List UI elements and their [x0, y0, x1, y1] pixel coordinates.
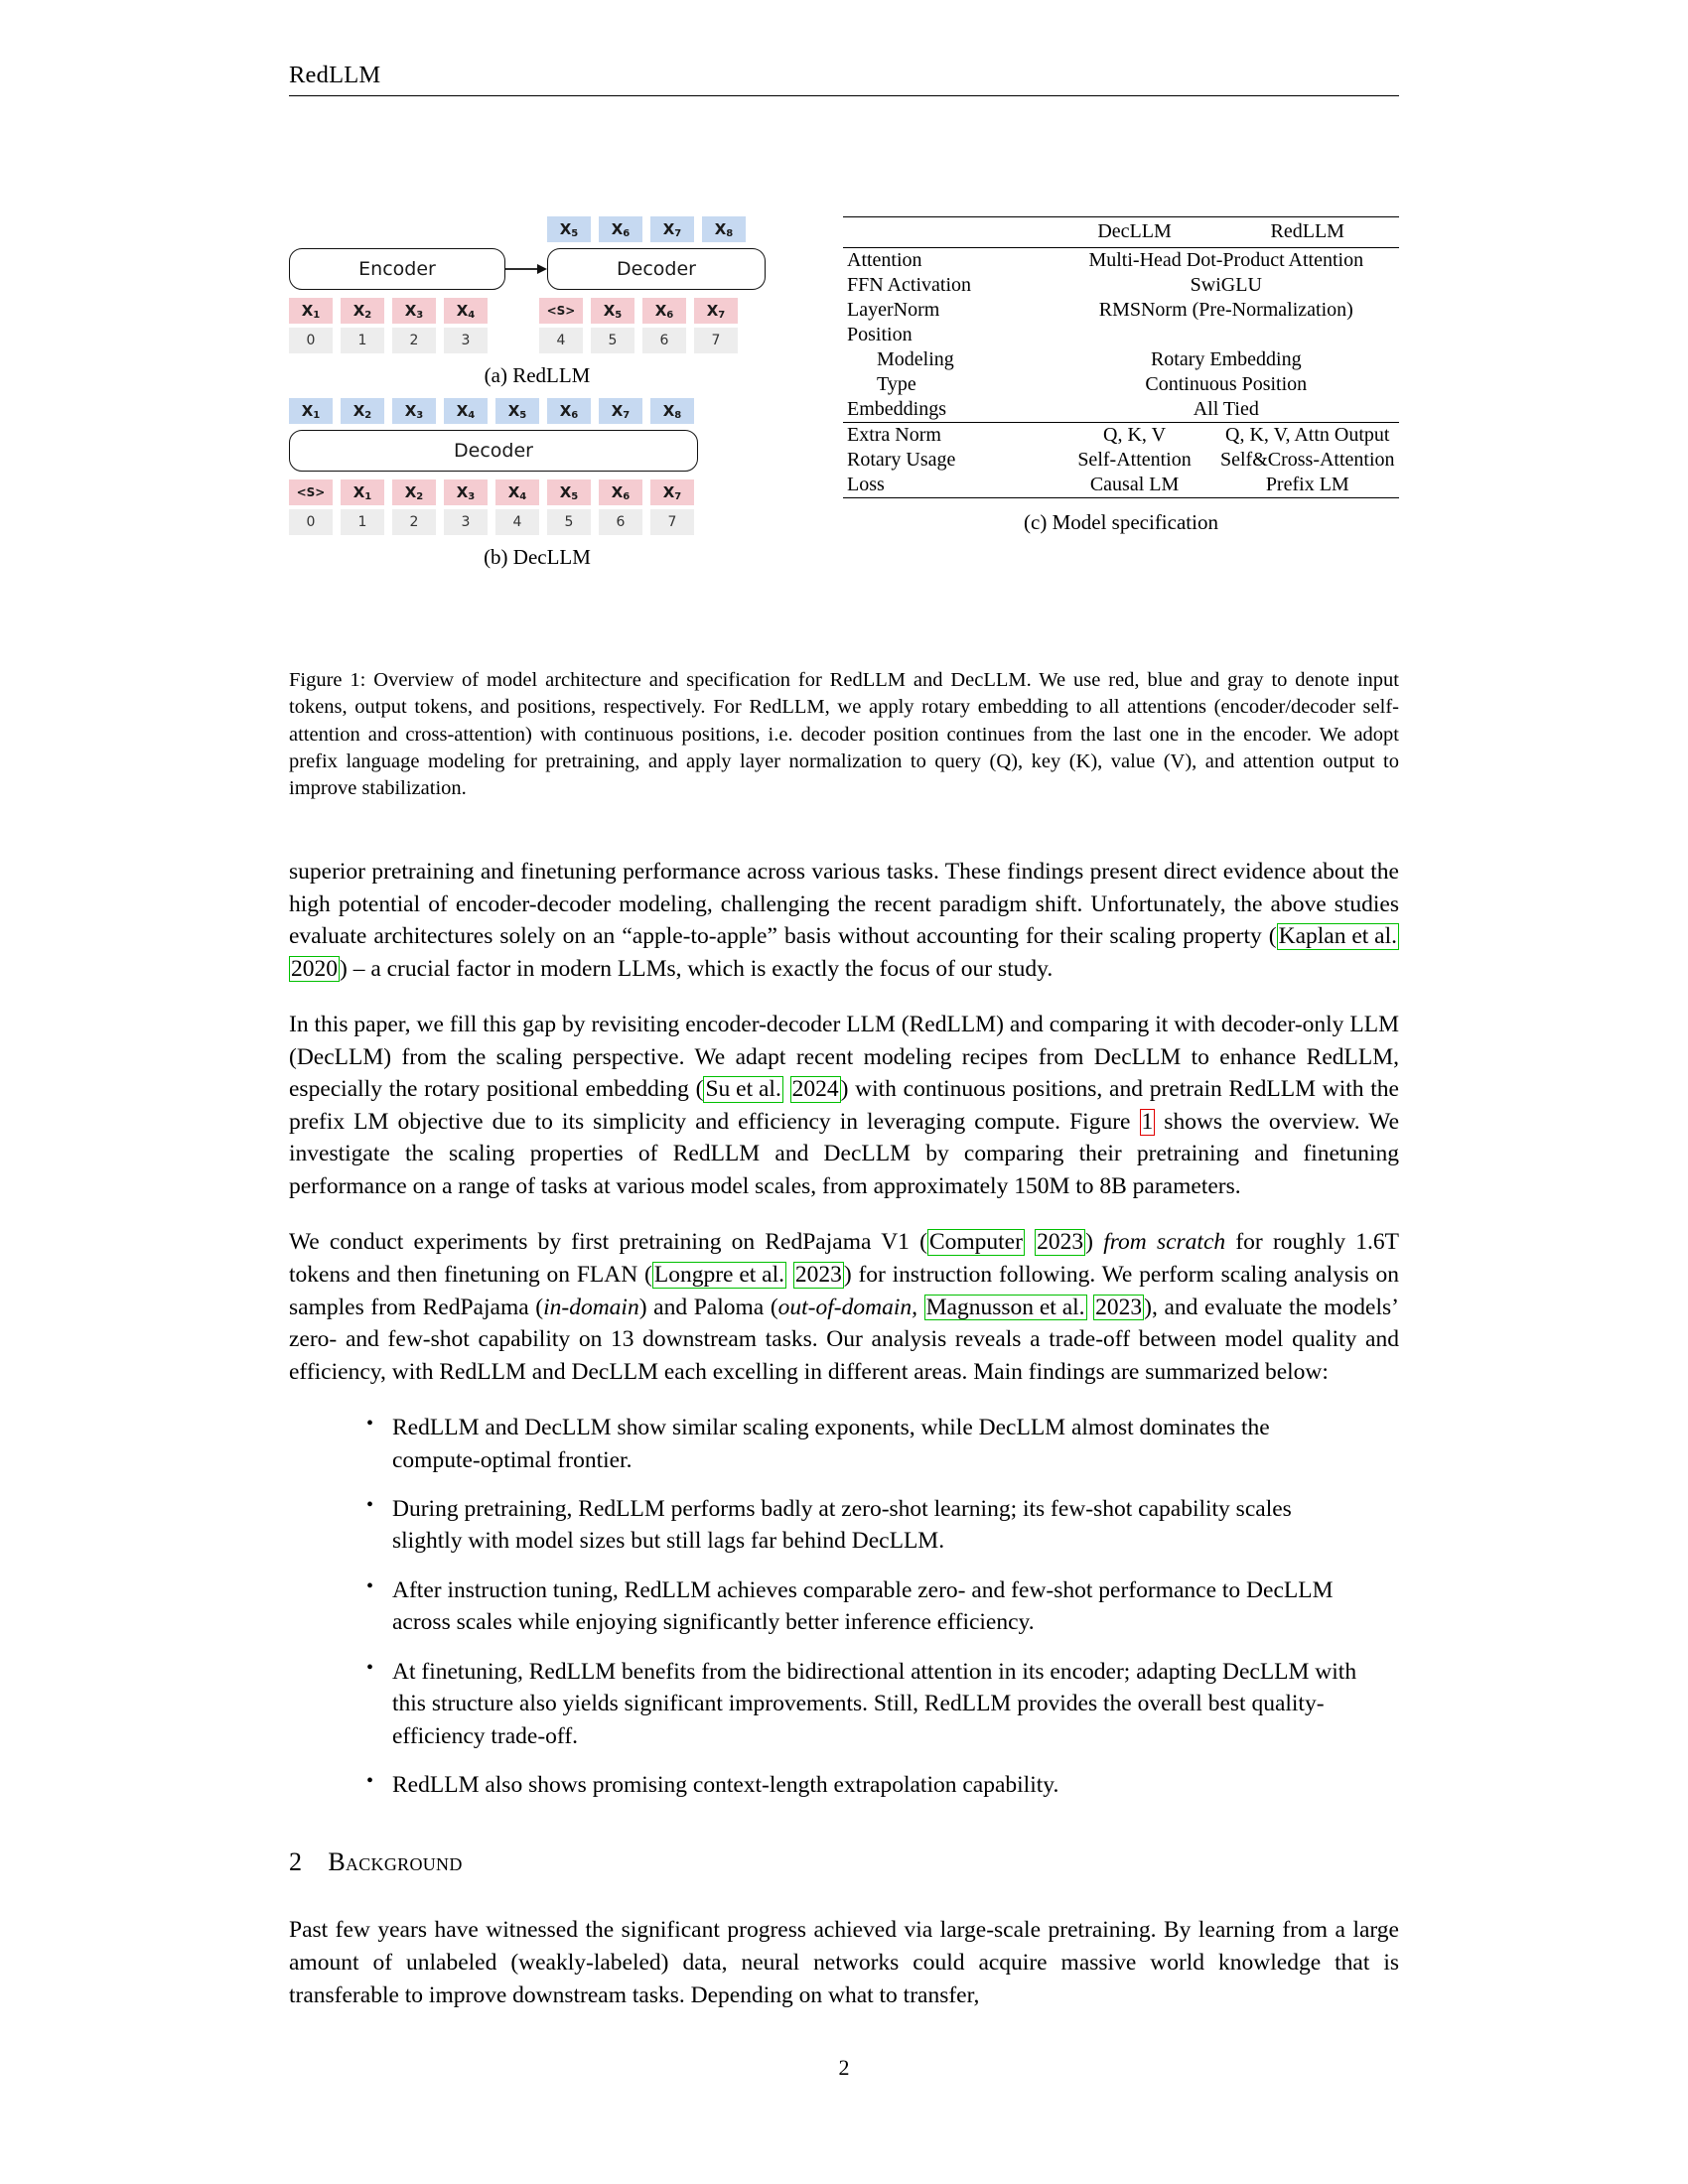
paragraph-1: [289, 856, 1399, 985]
table-row: [843, 248, 1399, 274]
redllm-decoder-input-row: [539, 298, 738, 324]
figure-1: [289, 216, 1399, 570]
decllm-input-row: [289, 479, 785, 505]
paragraph-3-text-g: ), and evaluate the models’ zero- and few-shot capability on 13 downstream tasks. Our analysis reveals a trade-off between model quality and efficiency, with RedLLM and DecLLM each excelling in different areas. Main findings are summarized below:: [289, 1294, 1399, 1385]
token-box: $X_5$: [591, 298, 634, 324]
section-heading-background: [289, 1844, 1399, 1880]
paragraph-2-text-b: ) with continuous positions, and pretrain RedLLM with the prefix LM objective due to its simplicity and efficiency in leveraging compute. Figure: [289, 1076, 1399, 1135]
position-box: 5: [547, 509, 591, 535]
row-label: Modeling: [877, 348, 954, 370]
token-box: $X_3$: [444, 479, 488, 505]
token-box: $X_4$: [444, 298, 488, 324]
table-row: [843, 347, 1399, 372]
list-item: • RedLLM also shows promising context-length extrapolation capability.: [366, 1769, 1360, 1801]
list-item: • RedLLM and DecLLM show similar scaling exponents, while DecLLM almost dominates the compute-optimal frontier.: [366, 1412, 1360, 1476]
row-value-span: Continuous Position: [1145, 373, 1308, 395]
token-box: $X_2$: [341, 298, 384, 324]
token-box: $X_3$: [392, 398, 436, 424]
redllm-position-row: [289, 328, 785, 353]
paragraph-3: [289, 1226, 1399, 1388]
paragraph-3-text-f: [917, 1295, 924, 1320]
redllm-module-row: [289, 248, 785, 290]
paragraph-2-text-a: In this paper, we fill this gap by revisiting encoder-decoder LLM (RedLLM) and comparing it with decoder-only LLM (DecLLM) from the scaling perspective. We adapt recent modeling recipes from DecLLM to enhance RedLLM, especially the rotary positional embedding (: [289, 1012, 1399, 1103]
position-box: 0: [289, 509, 333, 535]
row-value-span: Rotary Embedding: [1150, 348, 1302, 370]
figure-reference-1[interactable]: 1: [1141, 1108, 1154, 1135]
citation-su-year[interactable]: 2024: [791, 1076, 839, 1103]
citation-computer-year[interactable]: 2023: [1037, 1229, 1084, 1256]
position-box: 7: [650, 509, 694, 535]
running-header-title: RedLLM: [289, 62, 381, 88]
position-box: 3: [444, 328, 488, 353]
table-row: [843, 298, 1399, 323]
body-text: [289, 856, 1399, 2035]
token-box: <S>: [289, 479, 333, 505]
position-box: 0: [289, 328, 333, 353]
table-row: [843, 273, 1399, 298]
paragraph-2-text-c: shows the overview. We investigate the scaling properties of RedLLM and DecLLM by comparing their pretraining and finetuning performance on a range of tasks at various model scales, from approximately 150M to 8B parameters.: [289, 1108, 1399, 1199]
token-box: $X_5$: [547, 479, 591, 505]
emphasis-in-domain: in-domain: [543, 1294, 639, 1320]
token-box: $X_2$: [341, 398, 384, 424]
citation-magnusson-year[interactable]: 2023: [1095, 1294, 1143, 1320]
row-value-decllm: Self-Attention: [1077, 449, 1192, 471]
encoder-to-decoder-arrow-icon: [505, 248, 547, 290]
model-specification-table: [843, 216, 1399, 498]
paragraph-4: Past few years have witnessed the significant progress achieved via large-scale pretraining. By learning from a large amount of unlabeled (weakly-labeled) data, neural networks could acquire massive world knowledge that is transferable to improve downstream tasks. Depending on what to transfer,: [289, 1917, 1399, 2008]
figure-caption: Figure 1: Overview of model architecture and specification for RedLLM and DecLLM. We use red, blue and gray to denote input tokens, output tokens, and positions, respectively. For RedLLM, we apply rotary embedding to all attentions (encoder/decoder self-attention and cross-attention) with continuous positions, i.e. decoder position continues from the last one in the encoder. We adopt prefix language modeling for pretraining, and apply layer normalization to query (Q), key (K), value (V), and attention output to improve stabilization.: [289, 669, 1399, 799]
table-row: [843, 423, 1399, 449]
paragraph-3-text-e: ) and Paloma (: [638, 1294, 778, 1320]
row-value-redllm: Q, K, V, Attn Output: [1216, 423, 1399, 449]
citation-longpre-year[interactable]: 2023: [794, 1262, 842, 1289]
row-value-decllm: Q, K, V: [1054, 423, 1216, 449]
row-label: Type: [877, 373, 916, 395]
subfigure-c-caption: (c) Model specification: [1024, 510, 1218, 534]
table-header-decllm: DecLLM: [1054, 217, 1216, 248]
encoder-box: Encoder: [289, 248, 505, 290]
position-box: 3: [444, 509, 488, 535]
table-header-redllm: RedLLM: [1216, 217, 1399, 248]
row-label: LayerNorm: [847, 299, 940, 321]
table-row: [843, 372, 1399, 397]
row-label: Loss: [843, 473, 1054, 498]
row-label: FFN Activation: [847, 274, 972, 296]
token-box: $X_7$: [694, 298, 738, 324]
subfigure-a-caption: (a) RedLLM: [484, 363, 591, 387]
row-value-redllm: Prefix LM: [1216, 473, 1399, 498]
row-label: Position: [847, 324, 913, 345]
redllm-diagram: [289, 216, 785, 388]
paragraph-3-text-c: for roughly 1.6T tokens and then finetuning on FLAN (: [289, 1229, 1400, 1289]
redllm-input-row: [289, 298, 785, 324]
token-box: $X_1$: [341, 479, 384, 505]
row-value-decllm: Causal LM: [1054, 473, 1216, 498]
paragraph-3-text-b: ): [1085, 1229, 1104, 1256]
citation-kaplan-author[interactable]: Kaplan et al.: [1278, 923, 1397, 950]
token-box: $X_5$: [495, 398, 539, 424]
position-box: 1: [341, 328, 384, 353]
decoder-box: Decoder: [547, 248, 766, 290]
table-header-row: [843, 217, 1399, 248]
position-box: 4: [539, 328, 583, 353]
citation-computer-author[interactable]: Computer: [928, 1229, 1023, 1256]
table-row: [843, 397, 1399, 423]
row-value-span: All Tied: [1193, 398, 1259, 420]
table-row: [843, 473, 1399, 498]
page-number: 2: [838, 2055, 850, 2080]
paragraph-3-text-a: We conduct experiments by first pretraining on RedPajama V1 (: [289, 1229, 927, 1256]
token-box: $X_7$: [650, 479, 694, 505]
list-item: • During pretraining, RedLLM performs badly at zero-shot learning; its few-shot capability scales slightly with model sizes but still lags far behind DecLLM.: [366, 1493, 1360, 1558]
paragraph-1-text-b: ) – a crucial factor in modern LLMs, which is exactly the focus of our study.: [340, 955, 1054, 982]
citation-su-author[interactable]: Su et al.: [705, 1076, 781, 1103]
position-box: 2: [392, 509, 436, 535]
emphasis-from-scratch: from scratch: [1103, 1229, 1226, 1256]
section-title: Background: [328, 1847, 463, 1877]
row-value-span: [1054, 323, 1399, 347]
emphasis-out-of-domain: out-of-domain,: [777, 1294, 917, 1320]
row-label: Embeddings: [847, 398, 946, 420]
list-item: • At finetuning, RedLLM benefits from the bidirectional attention in its encoder; adapting DecLLM with this structure also yields significant improvements. Still, RedLLM provides the overall best quality-efficiency trade-off.: [366, 1656, 1360, 1752]
position-box: 1: [341, 509, 384, 535]
token-box: $X_6$: [547, 398, 591, 424]
position-box: 6: [642, 328, 686, 353]
position-box: 7: [694, 328, 738, 353]
redllm-decoder-output-row: [547, 216, 785, 242]
redllm-encoder-input-row: [289, 298, 488, 324]
decllm-output-row: [289, 398, 785, 424]
running-header: [289, 62, 1399, 96]
token-box: $X_1$: [289, 398, 333, 424]
position-box: 5: [591, 328, 634, 353]
citation-kaplan-year[interactable]: 2020: [291, 955, 338, 982]
architecture-diagrams: [289, 216, 785, 570]
header-rule: [289, 95, 1399, 96]
redllm-decoder-position-row: [539, 328, 738, 353]
decllm-position-row: [289, 509, 785, 535]
token-box: $X_4$: [495, 479, 539, 505]
table-header-blank: [843, 217, 1054, 248]
token-box: $X_7$: [599, 398, 642, 424]
token-box: $X_4$: [444, 398, 488, 424]
row-label: Extra Norm: [843, 423, 1054, 449]
citation-magnusson-author[interactable]: Magnusson et al.: [925, 1294, 1085, 1320]
token-box: $X_6$: [599, 216, 642, 242]
table-row: [843, 448, 1399, 473]
token-box: $X_2$: [392, 479, 436, 505]
decllm-decoder-box: Decoder: [289, 430, 698, 472]
model-specification-table-wrap: [843, 216, 1399, 535]
redllm-encoder-position-row: [289, 328, 488, 353]
section-number: 2: [289, 1847, 303, 1877]
token-box: $X_1$: [289, 298, 333, 324]
position-box: 4: [495, 509, 539, 535]
table-row: [843, 323, 1399, 347]
token-box: $X_8$: [702, 216, 746, 242]
row-value-span: Multi-Head Dot-Product Attention: [1054, 248, 1399, 274]
row-value-redllm: Self&Cross-Attention: [1219, 449, 1395, 471]
row-value-span: RMSNorm (Pre-Normalization): [1098, 299, 1353, 321]
paragraph-3-text-d: ) for instruction following. We perform scaling analysis on samples from RedPajama (: [289, 1262, 1399, 1320]
row-label: Rotary Usage: [847, 449, 956, 471]
token-box: $X_8$: [650, 398, 694, 424]
row-label: Attention: [843, 248, 1054, 274]
position-box: 6: [599, 509, 642, 535]
paragraph-1-text-a: superior pretraining and finetuning performance across various tasks. These findings present direct evidence about the high potential of encoder-decoder modeling, challenging the recent paradigm shift. Unfortunately, the above studies evaluate architectures solely on an “apple-to-apple” basis without accounting for their scaling property (: [289, 859, 1399, 950]
token-box: $X_7$: [650, 216, 694, 242]
paragraph-2: [289, 1009, 1399, 1202]
token-box: $X_6$: [599, 479, 642, 505]
token-box: $X_5$: [547, 216, 591, 242]
token-box: $X_3$: [392, 298, 436, 324]
row-value-span: SwiGLU: [1190, 274, 1262, 296]
token-box: <S>: [539, 298, 583, 324]
citation-longpre-author[interactable]: Longpre et al.: [653, 1262, 784, 1289]
findings-list: [289, 1412, 1399, 1801]
position-box: 2: [392, 328, 436, 353]
token-box: $X_6$: [642, 298, 686, 324]
list-item: • After instruction tuning, RedLLM achieves comparable zero- and few-shot performance to DecLLM across scales while enjoying significantly better inference efficiency.: [366, 1574, 1360, 1639]
subfigure-b-caption: (b) DecLLM: [484, 545, 591, 569]
decllm-diagram: [289, 398, 785, 570]
